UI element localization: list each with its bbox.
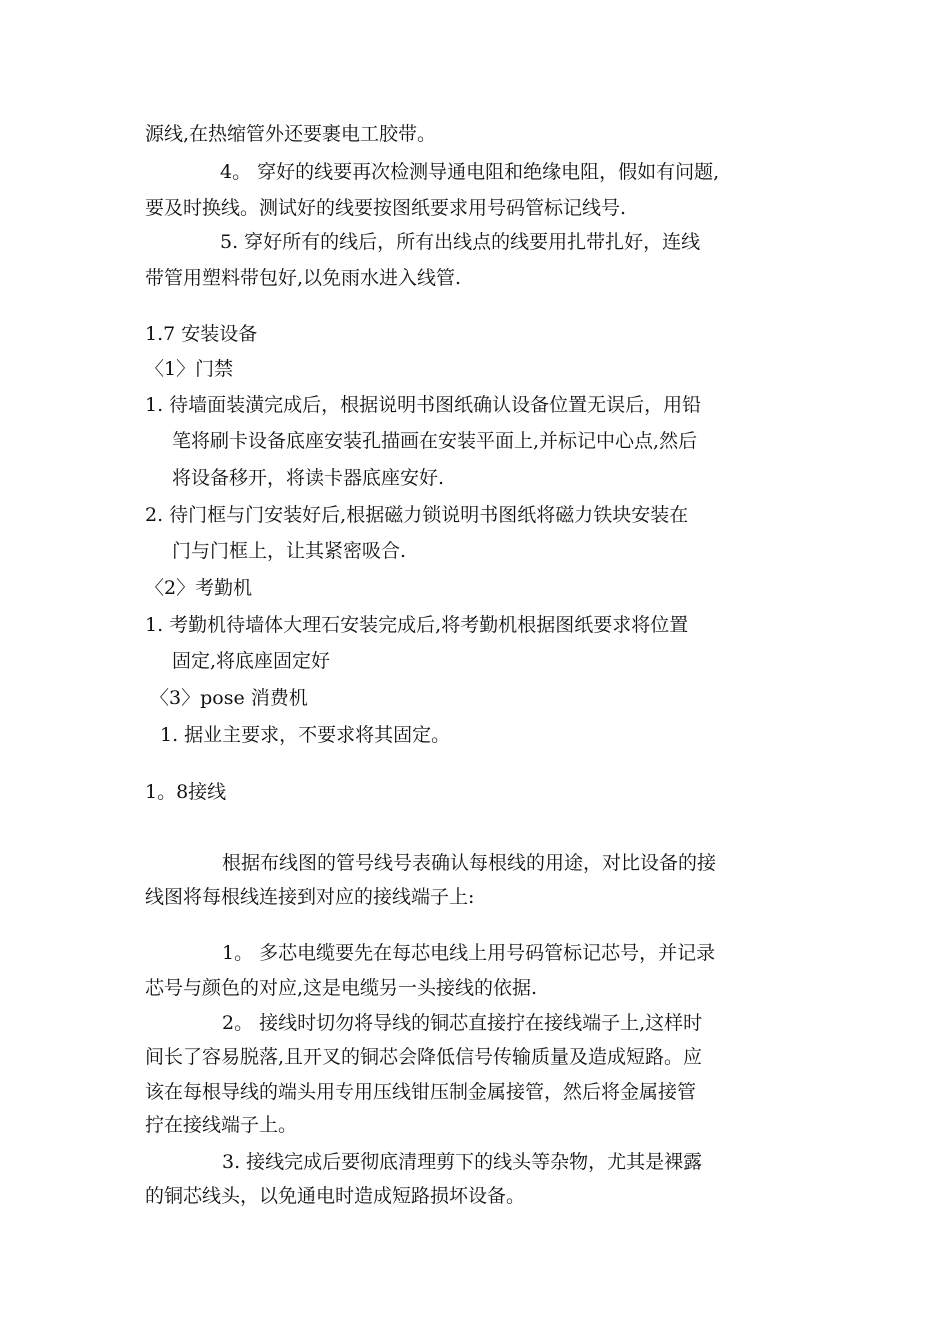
- list-item-1: 1. 据业主要求，不要求将其固定。: [160, 724, 451, 746]
- list-item-2: 2。 接线时切勿将导线的铜芯直接拧在接线端子上,这样时: [222, 1012, 703, 1034]
- paragraph-line: 根据布线图的管号线号表确认每根线的用途，对比设备的接: [222, 852, 717, 874]
- paragraph-line: 该在每根导线的端头用专用压线钳压制金属接管，然后将金属接管: [145, 1081, 697, 1103]
- list-item-3: 3. 接线完成后要彻底清理剪下的线头等杂物，尤其是裸露: [222, 1151, 703, 1173]
- paragraph-line: 源线,在热缩管外还要裹电工胶带。: [145, 123, 437, 145]
- list-item-1: 1. 待墙面装潢完成后，根据说明书图纸确认设备位置无误后，用铅: [145, 394, 702, 416]
- list-item-1: 1. 考勤机待墙体大理石安装完成后,将考勤机根据图纸要求将位置: [145, 614, 689, 636]
- subsection-heading-access-control: 〈1〉门禁: [145, 358, 234, 380]
- paragraph-line: 间长了容易脱落,且开叉的铜芯会降低信号传输质量及造成短路。应: [145, 1046, 703, 1068]
- paragraph-line: 带管用塑料带包好,以免雨水进入线管.: [145, 267, 462, 289]
- list-item-5: 5. 穿好所有的线后，所有出线点的线要用扎带扎好，连线: [220, 231, 701, 253]
- list-item-1: 1。 多芯电缆要先在每芯电线上用号码管标记芯号，并记录: [222, 942, 716, 964]
- paragraph-line: 门与门框上，让其紧密吸合.: [172, 540, 407, 562]
- paragraph-line: 笔将刷卡设备底座安装孔描画在安装平面上,并标记中心点,然后: [172, 430, 698, 452]
- paragraph-line: 线图将每根线连接到对应的接线端子上:: [145, 886, 475, 908]
- paragraph-line: 要及时换线。测试好的线要按图纸要求用号码管标记线号.: [145, 197, 627, 219]
- list-item-4: 4。 穿好的线要再次检测导通电阻和绝缘电阻，假如有问题,: [220, 161, 720, 183]
- paragraph-line: 芯号与颜色的对应,这是电缆另一头接线的依据.: [145, 977, 538, 999]
- paragraph-line: 的铜芯线头，以免通电时造成短路损坏设备。: [145, 1185, 526, 1207]
- section-heading-1-8: 1。8接线: [145, 781, 227, 803]
- subsection-heading-attendance: 〈2〉考勤机: [145, 577, 253, 599]
- paragraph-line: 固定,将底座固定好: [172, 650, 331, 672]
- paragraph-line: 将设备移开，将读卡器底座安好.: [172, 467, 445, 489]
- list-item-2: 2. 待门框与门安装好后,根据磁力锁说明书图纸将磁力铁块安装在: [145, 504, 689, 526]
- paragraph-line: 拧在接线端子上。: [145, 1114, 298, 1136]
- subsection-heading-pos: 〈3〉pose 消费机: [150, 687, 308, 709]
- section-heading-1-7: 1.7 安装设备: [145, 323, 258, 345]
